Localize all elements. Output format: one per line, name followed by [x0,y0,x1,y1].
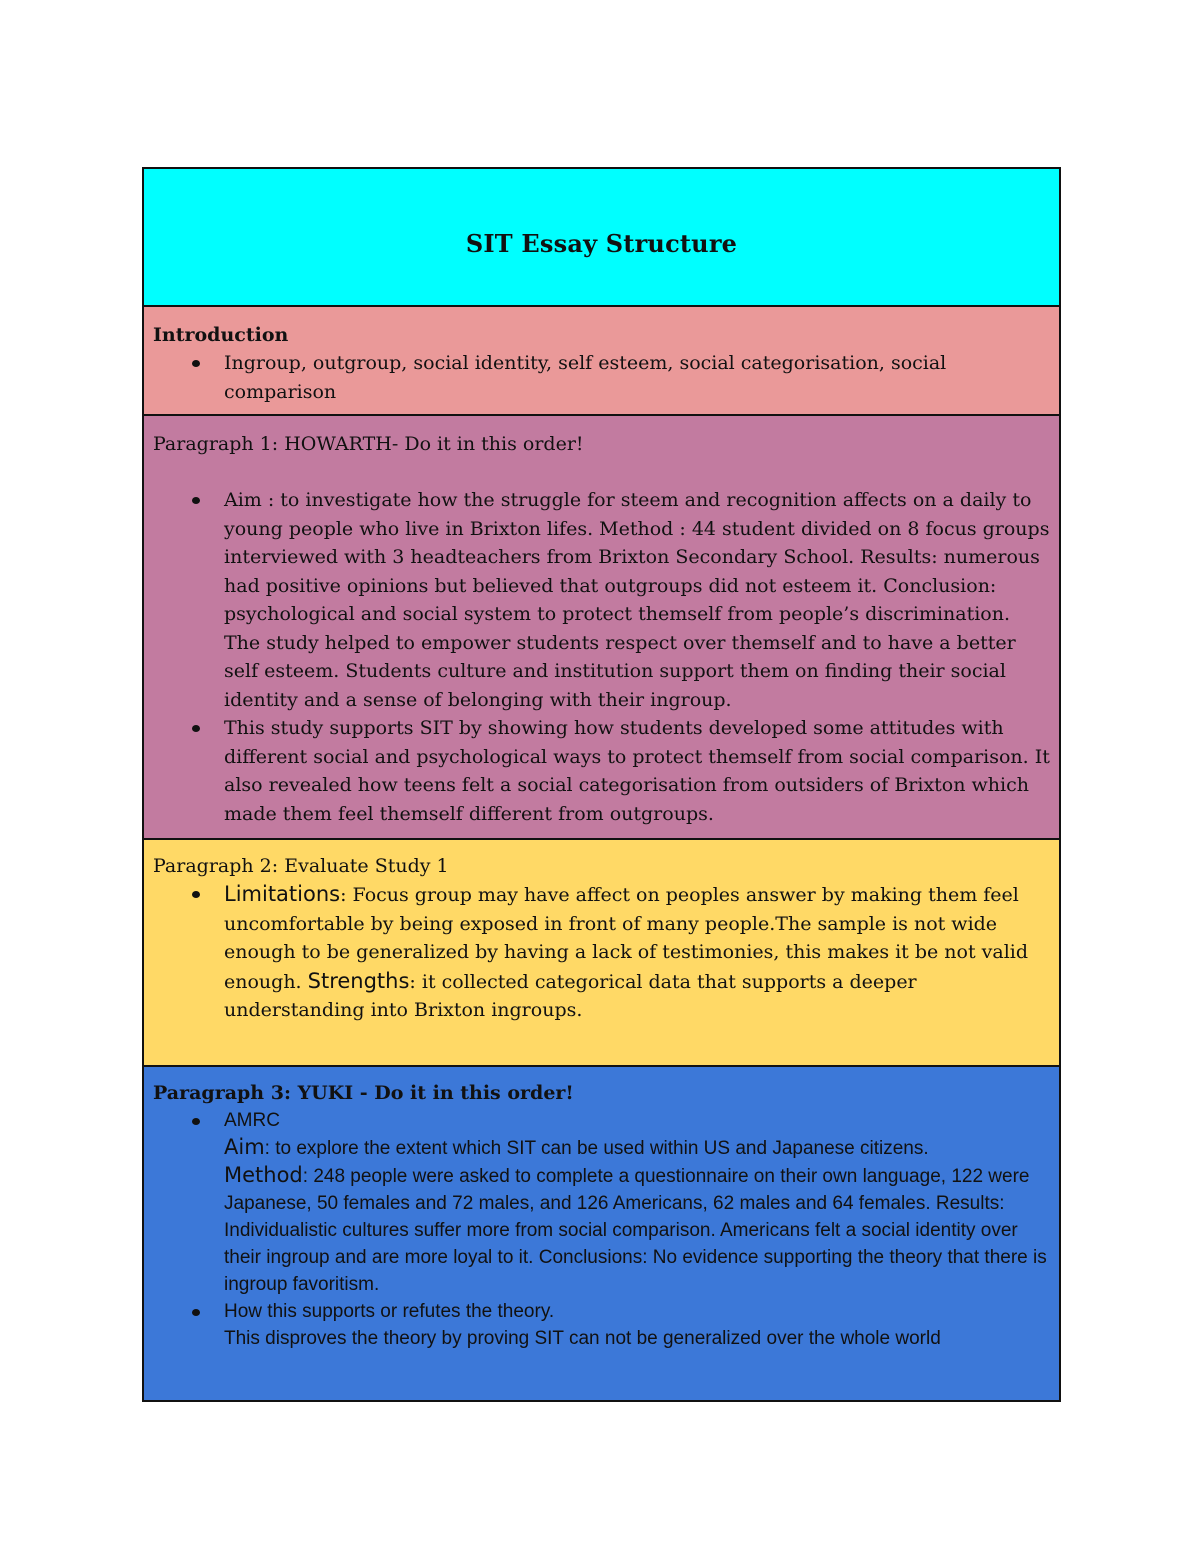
limitations-text: : Focus group may have affect on peoples answer by making them feel uncomfortable by being exposed in front of many people.The sample is not wide enough to be generalized by having a lack of testimonies, this makes it be not valid enough. [224,884,1029,993]
method-text: : 248 people were asked to complete a questionnaire on their own language, 122 were Japanese, 50 females and 72 males, and 126 Americans, 62 males and 64 females. Results: Individualistic cultures suffer more from social comparison. Americans felt a social identity over their ingroup and are more loyal to it. Conclusions: No evidence supporting the theory that there is ingroup favoritism. [224,1166,1047,1295]
paragraph2-list [153,880,1051,1025]
aim-line [224,1134,1051,1162]
introduction-bullet: Ingroup, outgroup, social identity, self esteem, social categorisation, social comparison [153,349,1051,406]
paragraph2-heading: Paragraph 2: Evaluate Study 1 [153,855,449,877]
paragraph1-bullet-aim: Aim : to investigate how the struggle for steem and recognition affects on a daily to young people who live in Brixton lifes. Method : 44 student divided on 8 focus groups interviewed with 3 headteachers from Brixton Secondary School. Results: numerous had positive opinions but believed that outgroups did not esteem it. Conclusion: psychological and social system to protect themself from people’s discrimination. The study helped to empower students respect over themself and to have a better self esteem. Students culture and institution support them on finding their social identity and a sense of belonging with their ingroup. [153,486,1051,714]
introduction-heading: Introduction [153,324,289,346]
paragraph2-row [144,840,1059,1067]
paragraph3-bullet-theory [153,1298,1051,1352]
method-line [224,1162,1051,1298]
paragraph3-heading: Paragraph 3: YUKI - Do it in this order! [153,1082,574,1104]
introduction-list [153,349,1051,406]
essay-structure-table [142,167,1061,1402]
paragraph3-list [153,1107,1051,1352]
paragraph1-row [144,416,1059,840]
introduction-row [144,307,1059,416]
paragraph1-heading: Paragraph 1: HOWARTH- Do it in this order! [153,433,584,455]
paragraph1-bullet-support: This study supports SIT by showing how students developed some attitudes with different social and psychological ways to protect themself from social comparison. It also revealed how teens felt a social categorisation from outsiders of Brixton which made them feel themself different from outgroups. [153,714,1051,828]
strengths-text: : it collected categorical data that supports a deeper understanding into Brixton ingroups. [224,970,917,1021]
amrc-title: AMRC [224,1110,280,1131]
aim-label: Aim [224,1135,265,1159]
spacer [153,458,1051,486]
paragraph1-list [153,486,1051,828]
method-label: Method [224,1163,303,1187]
aim-text: : to explore the extent which SIT can be used within US and Japanese citizens. [264,1138,929,1159]
paragraph3-bullet-amrc [153,1107,1051,1298]
title-row [144,169,1059,307]
paragraph2-bullet-evaluation [153,880,1051,1025]
page-title: SIT Essay Structure [465,228,738,258]
strengths-label: Strengths [307,968,410,993]
limitations-label: Limitations [224,882,341,906]
paragraph3-row [144,1067,1059,1400]
theory-text: This disproves the theory by proving SIT can not be generalized over the whole world [224,1328,941,1349]
theory-title: How this supports or refutes the theory. [224,1301,555,1322]
